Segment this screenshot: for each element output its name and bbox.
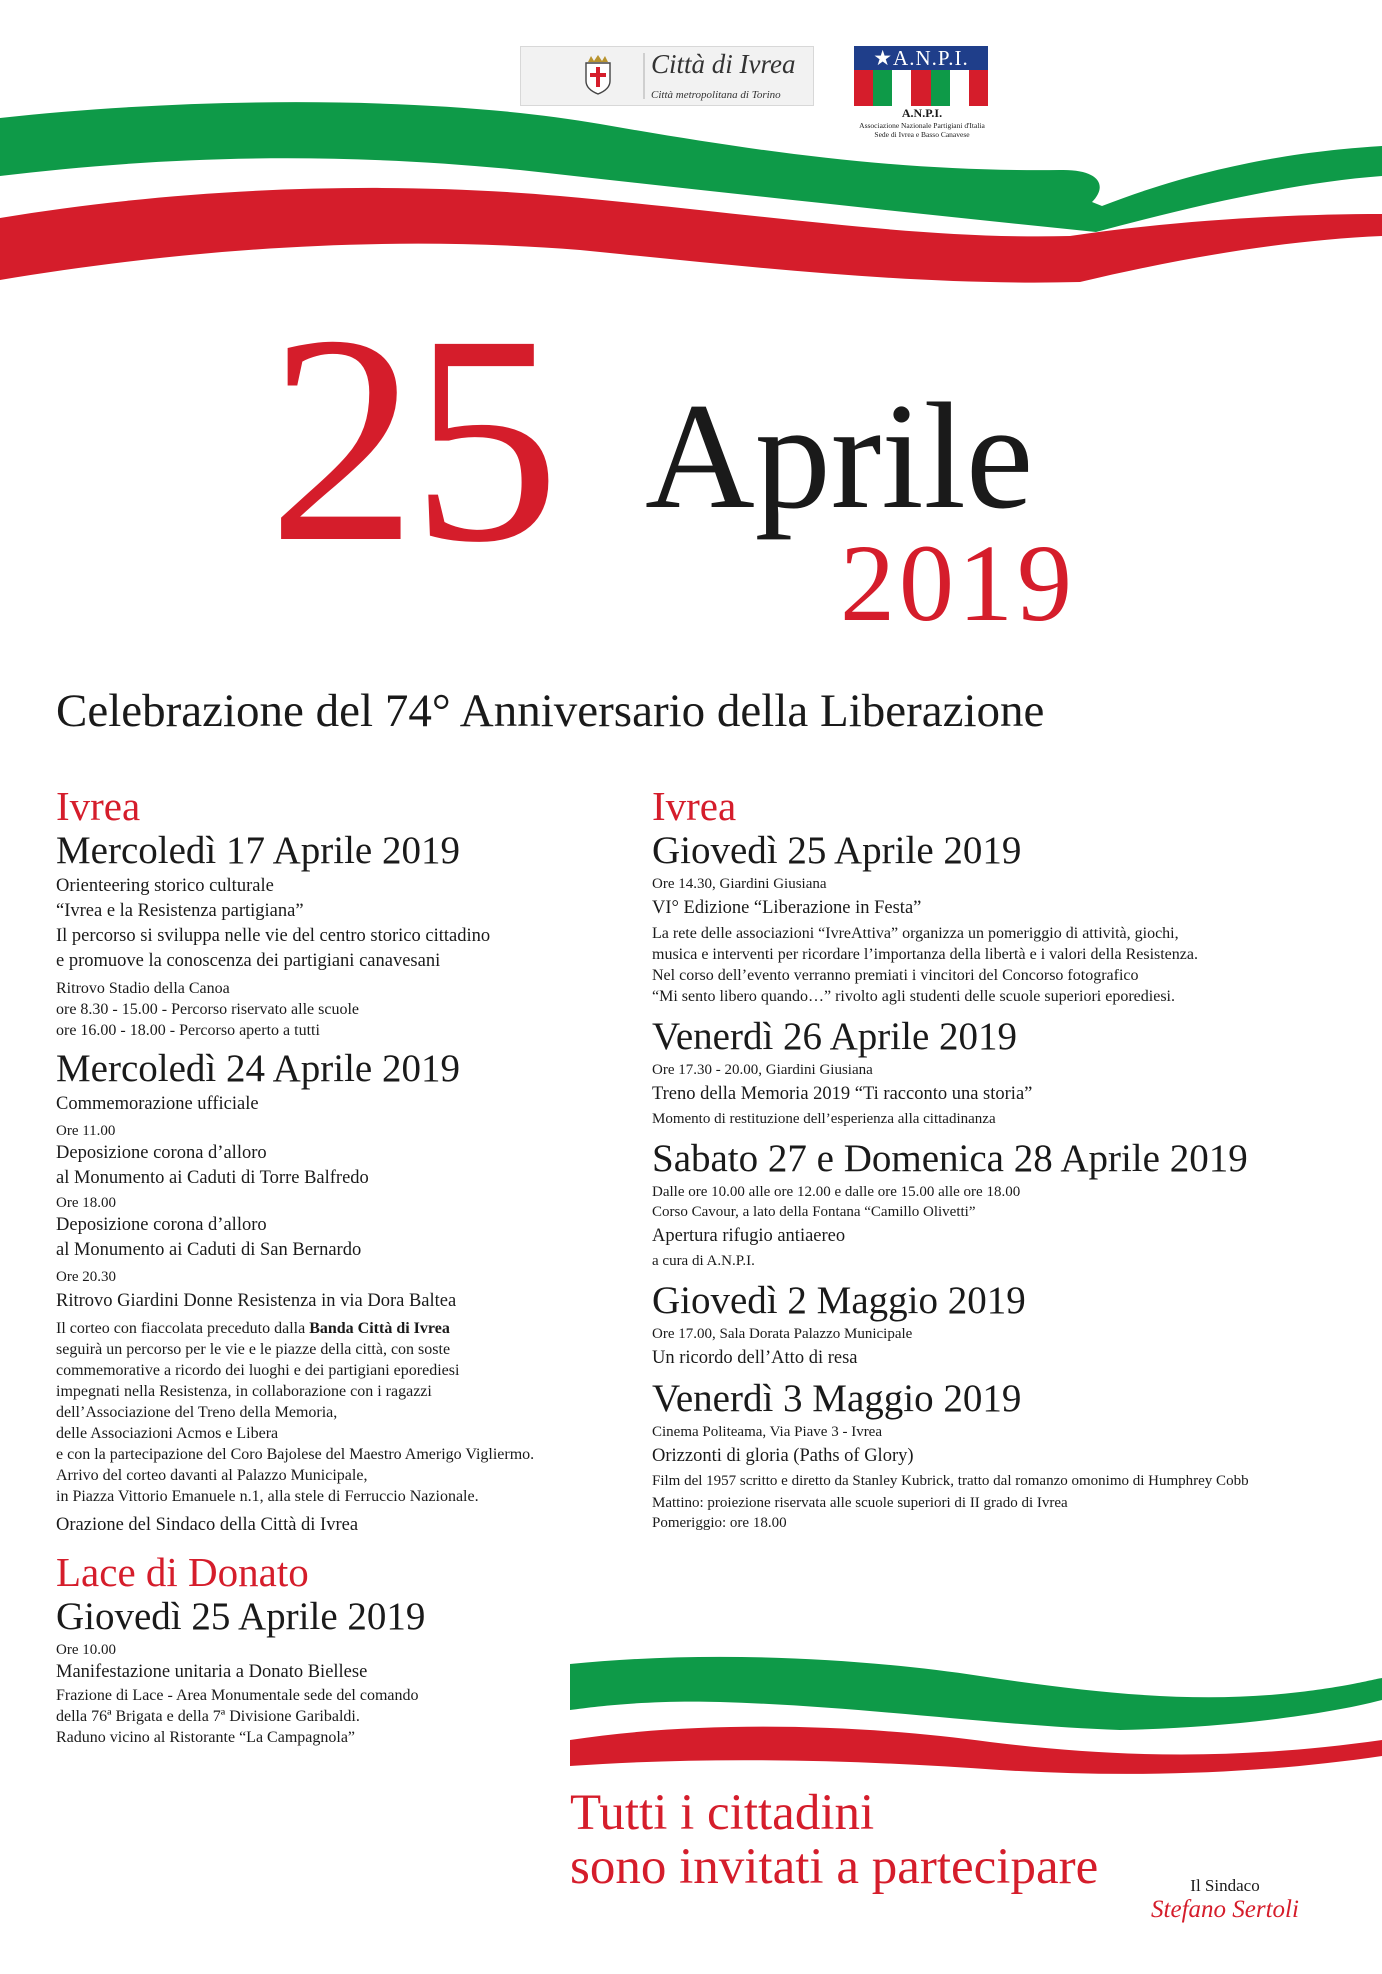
event-text: Il percorso si sviluppa nelle vie del centro storico cittadino [56, 926, 491, 946]
title-month: Aprile [645, 372, 1034, 540]
anpi-caption [834, 106, 1010, 139]
event-detail: della 76ª Brigata e della 7ª Divisione Garibaldi. [56, 1708, 360, 1725]
event-date: Giovedì 2 Maggio 2019 [652, 1279, 1026, 1322]
event-paragraph: Arrivo del corteo davanti al Palazzo Municipale, [56, 1467, 368, 1484]
title-day: 25 [268, 274, 554, 604]
event-paragraph: delle Associazioni Acmos e Libera [56, 1425, 279, 1442]
event-detail: Ritrovo Stadio della Canoa [56, 980, 230, 997]
event-text: Deposizione corona d’alloro [56, 1143, 267, 1163]
city-subtitle: Città metropolitana di Torino [651, 89, 781, 101]
event-title: Treno della Memoria 2019 “Ti racconto una storia” [652, 1084, 1033, 1104]
invitation-line2: sono invitati a partecipare [570, 1839, 1099, 1895]
event-text: al Monumento ai Caduti di San Bernardo [56, 1240, 362, 1260]
invitation [570, 1786, 1098, 1894]
anpi-flag [854, 70, 988, 106]
event-text: Manifestazione unitaria a Donato Biellese [56, 1662, 368, 1682]
anpi-short: A.N.P.I. [901, 106, 943, 120]
signature-name: Stefano Sertoli [1151, 1896, 1299, 1923]
subtitle: Celebrazione del 74° Anniversario della Liberazione [56, 685, 1045, 737]
flag-ribbon-top [0, 0, 1382, 300]
event-date: Venerdì 26 Aprile 2019 [652, 1015, 1018, 1058]
event-text: Ritrovo Giardini Donne Resistenza in via Dora Baltea [56, 1291, 457, 1311]
event-text: “Ivrea e la Resistenza partigiana” [56, 901, 304, 921]
band-name: Banda Città di Ivrea [309, 1320, 450, 1337]
event-paragraph: impegnati nella Resistenza, in collaborazione con i ragazzi [56, 1383, 432, 1400]
event-paragraph: Il corteo con fiaccolata preceduto dalla Banda Città di Ivrea [56, 1320, 450, 1337]
event-paragraph: in Piazza Vittorio Emanuele n.1, alla stele di Ferruccio Nazionale. [56, 1488, 479, 1505]
event-date: Mercoledì 17 Aprile 2019 [56, 829, 460, 872]
flag-ribbon-bottom [560, 1640, 1382, 1780]
event-text: Orienteering storico culturale [56, 876, 274, 896]
city-crest-icon [583, 55, 613, 95]
event-paragraph: dell’Associazione del Treno della Memoria, [56, 1404, 338, 1421]
city-heading: Ivrea [652, 783, 737, 829]
anpi-line1: Associazione Nazionale Partigiani d'Italia [859, 121, 985, 130]
invitation-line1: Tutti i cittadini [570, 1785, 875, 1841]
event-date: Venerdì 3 Maggio 2019 [652, 1377, 1022, 1420]
event-place: Cinema Politeama, Via Piave 3 - Ivrea [652, 1424, 883, 1440]
event-time: Ore 18.00 [56, 1195, 116, 1211]
event-paragraph: Nel corso dell’evento verranno premiati i vincitori del Concorso fotografico [652, 967, 1139, 984]
event-text: Deposizione corona d’alloro [56, 1215, 267, 1235]
event-paragraph: commemorative a ricordo dei luoghi e dei partigiani eporediesi [56, 1362, 460, 1379]
event-time: Ore 20.30 [56, 1269, 116, 1285]
city-heading: Lace di Donato [56, 1549, 309, 1595]
anpi-line2: Sede di Ivrea e Basso Canavese [874, 130, 970, 139]
event-title: Commemorazione ufficiale [56, 1094, 259, 1114]
event-time: Ore 17.00, Sala Dorata Palazzo Municipale [652, 1326, 913, 1342]
signature-role: Il Sindaco [1190, 1876, 1260, 1895]
event-text: e promuove la conoscenza dei partigiani canavesani [56, 951, 441, 971]
event-detail: Momento di restituzione dell’esperienza alla cittadinanza [652, 1111, 996, 1127]
event-paragraph: musica e interventi per ricordare l’importanza della libertà e i valori della Resistenza. [652, 946, 1198, 963]
event-time: Dalle ore 10.00 alle ore 12.00 e dalle ore 15.00 alle ore 18.00 [652, 1184, 1021, 1200]
event-detail: Film del 1957 scritto e diretto da Stanley Kubrick, tratto dal romanzo omonimo di Humphrey Cobb [652, 1473, 1249, 1489]
city-name: Città di Ivrea [651, 49, 796, 79]
event-title: Orizzonti di gloria (Paths of Glory) [652, 1446, 914, 1466]
event-title: VI° Edizione “Liberazione in Festa” [652, 898, 922, 918]
anpi-title: ★A.N.P.I. [854, 46, 988, 70]
event-time: Ore 10.00 [56, 1642, 116, 1658]
event-paragraph: seguirà un percorso per le vie e le piazze della città, con soste [56, 1341, 451, 1358]
left-column [56, 783, 656, 1748]
event-detail: ore 16.00 - 18.00 - Percorso aperto a tutti [56, 1022, 320, 1039]
event-detail: Raduno vicino al Ristorante “La Campagnola” [56, 1729, 356, 1746]
ribbon-red [570, 1727, 1382, 1774]
ribbon-green [570, 1657, 1382, 1730]
event-place: Corso Cavour, a lato della Fontana “Camillo Olivetti” [652, 1204, 976, 1220]
signature [1150, 1876, 1300, 1924]
event-date: Giovedì 25 Aprile 2019 [652, 829, 1022, 872]
event-detail: ore 8.30 - 15.00 - Percorso riservato alle scuole [56, 1001, 360, 1018]
anpi-logo [854, 46, 988, 106]
event-paragraph: La rete delle associazioni “IvreAttiva” organizza un pomeriggio di attività, giochi, [652, 925, 1179, 942]
event-date: Mercoledì 24 Aprile 2019 [56, 1047, 460, 1090]
event-time: Ore 14.30, Giardini Giusiana [652, 876, 827, 892]
event-paragraph: e con la partecipazione del Coro Bajolese del Maestro Amerigo Vigliermo. [56, 1446, 535, 1463]
event-detail: Mattino: proiezione riservata alle scuole superiori di II grado di Ivrea [652, 1495, 1068, 1511]
event-title: Apertura rifugio antiaereo [652, 1226, 846, 1246]
right-column [652, 783, 1352, 1533]
event-date: Giovedì 25 Aprile 2019 [56, 1595, 426, 1638]
event-text: al Monumento ai Caduti di Torre Balfredo [56, 1168, 369, 1188]
event-closing: Orazione del Sindaco della Città di Ivrea [56, 1515, 359, 1535]
event-date: Sabato 27 e Domenica 28 Aprile 2019 [652, 1137, 1248, 1180]
city-logo [520, 46, 814, 106]
event-title: Un ricordo dell’Atto di resa [652, 1348, 858, 1368]
event-detail: Pomeriggio: ore 18.00 [652, 1515, 787, 1531]
event-time: Ore 17.30 - 20.00, Giardini Giusiana [652, 1062, 873, 1078]
city-heading: Ivrea [56, 783, 141, 829]
event-detail: a cura di A.N.P.I. [652, 1253, 755, 1269]
event-detail: Frazione di Lace - Area Monumentale sede del comando [56, 1687, 419, 1704]
title-year: 2019 [840, 522, 1076, 644]
event-time: Ore 11.00 [56, 1123, 116, 1139]
event-paragraph: “Mi sento libero quando…” rivolto agli studenti delle scuole superiori eporediesi. [652, 988, 1175, 1005]
